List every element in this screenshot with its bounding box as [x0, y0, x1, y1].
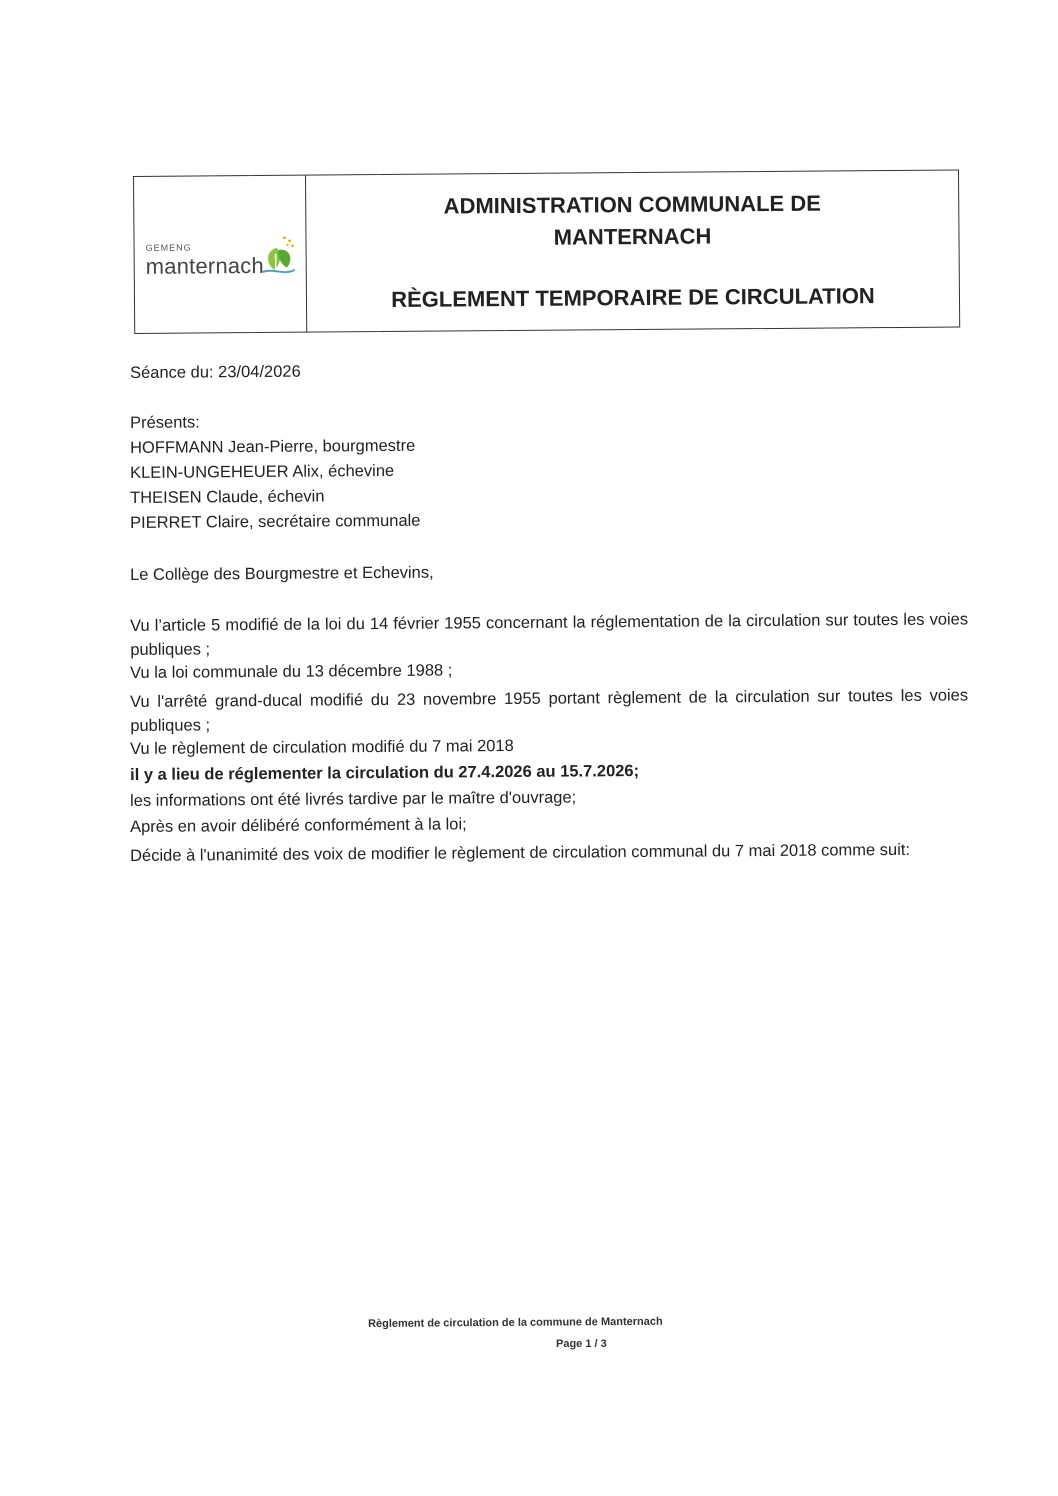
member-item: KLEIN-UNGEHEUER Alix, échevine — [130, 461, 395, 482]
page-title — [306, 187, 958, 256]
considerant-item: Vu l'arrêté grand-ducal modifié du 23 novembre 1955 portant règlement de la circulation sur toutes les voies publiques ; — [130, 686, 969, 735]
member-item: THEISEN Claude, échevin — [130, 487, 325, 507]
logo-name-text: manternach — [145, 252, 264, 279]
considerant-item: Vu l’article 5 modifié de la loi du 14 février 1955 concernant la réglementation de la circulation sur toutes les voies publiques ; — [130, 610, 969, 659]
decision-text: Décide à l'unanimité des voix de modifier le règlement de circulation communal du 7 mai 2018 comme suit: — [130, 840, 911, 865]
considerant-item: les informations ont été livrés tardive par le maître d'ouvrage; — [130, 788, 577, 810]
considerant-item: Après en avoir délibéré conformément à la loi; — [130, 815, 467, 836]
considerant-item: Vu le règlement de circulation modifié du 7 mai 2018 — [130, 736, 514, 758]
college-heading: Le Collège des Bourgmestre et Echevins, — [130, 563, 434, 584]
document-header — [133, 170, 960, 334]
page-number: Page 1 / 3 — [556, 1338, 607, 1350]
footer-title: Règlement de circulation de la commune de Manternach — [368, 1315, 663, 1330]
title-line-2: MANTERNACH — [553, 223, 712, 250]
presents-label: Présents: — [130, 413, 200, 432]
logo-cell — [134, 176, 307, 333]
considerant-item: Vu la loi communale du 13 décembre 1988 ; — [130, 661, 453, 682]
member-item: PIERRET Claire, secrétaire communale — [130, 511, 421, 532]
leaf-logo-icon — [260, 234, 296, 278]
logo-small-text: GEMENG — [145, 242, 192, 253]
title-line-1: ADMINISTRATION COMMUNALE DE — [443, 190, 821, 219]
document-subtitle: RÈGLEMENT TEMPORAIRE DE CIRCULATION — [391, 283, 875, 312]
seance-date: Séance du: 23/04/2026 — [130, 362, 301, 382]
member-item: HOFFMANN Jean-Pierre, bourgmestre — [130, 436, 416, 457]
considerant-item: il y a lieu de réglementer la circulation du 27.4.2026 au 15.7.2026; — [130, 762, 640, 784]
